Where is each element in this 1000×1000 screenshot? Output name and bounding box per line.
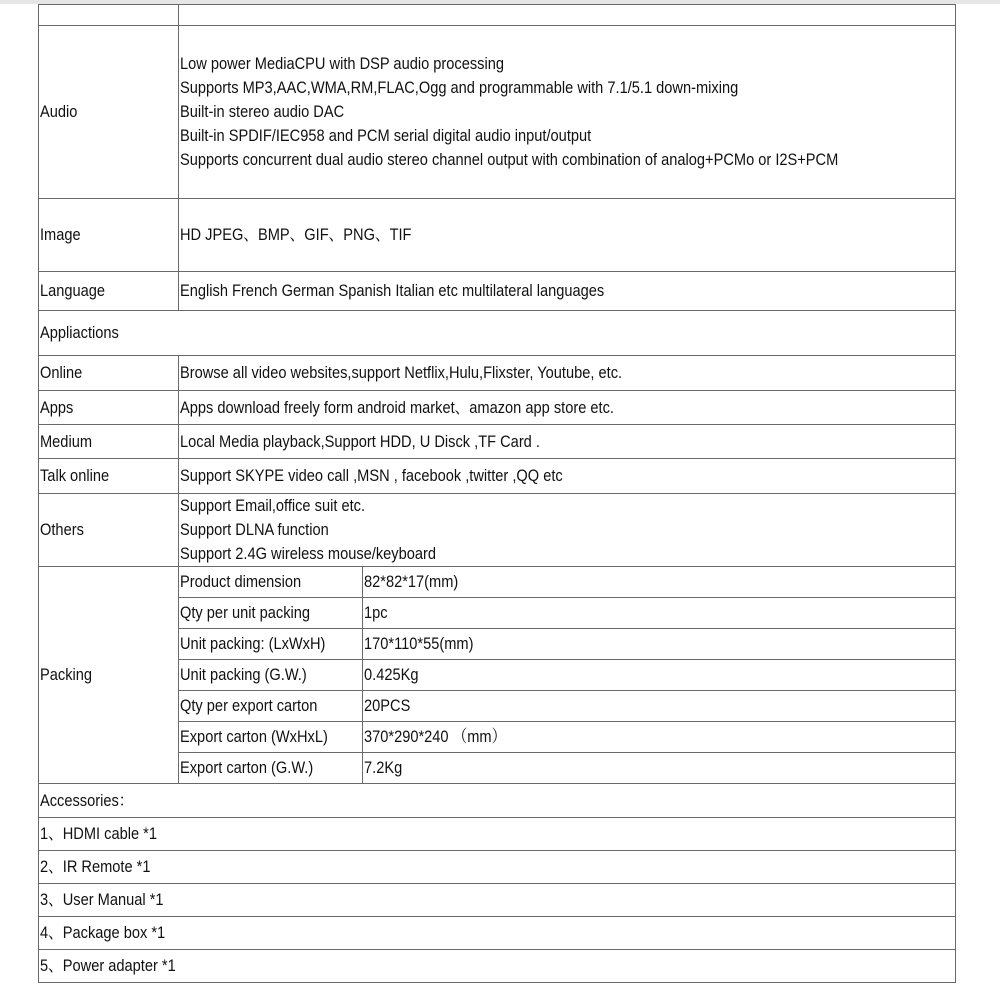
packing-value: 82*82*17(mm): [364, 572, 459, 591]
audio-line: Low power MediaCPU with DSP audio processing: [180, 54, 504, 73]
packing-key: Qty per unit packing: [180, 603, 311, 622]
packing-value: 20PCS: [364, 696, 411, 715]
apps-label: Apps: [40, 397, 74, 417]
image-row: [39, 199, 956, 272]
online-row: [39, 356, 956, 391]
accessory-item: 4、Package box *1: [40, 923, 166, 942]
medium-label: Medium: [40, 431, 93, 451]
audio-line: Supports concurrent dual audio stereo channel output with combination of analog+PCMo or I2S+PCM: [180, 150, 839, 169]
talk-online-label: Talk online: [40, 466, 110, 485]
language-value: English French German Spanish Italian etc multilateral languages: [180, 281, 605, 300]
packing-value: 1pc: [364, 603, 388, 622]
packing-row: [39, 567, 956, 598]
accessory-row: [39, 950, 956, 983]
others-label: Others: [40, 520, 84, 539]
apps-value: Apps download freely form android market、amazon app store etc.: [180, 397, 614, 417]
packing-label: Packing: [40, 665, 93, 684]
medium-value: Local Media playback,Support HDD, U Disck ,TF Card .: [180, 431, 540, 451]
accessories-label: Accessories：: [40, 790, 134, 810]
accessory-item: 5、Power adapter *1: [40, 956, 176, 975]
image-label: Image: [40, 225, 81, 244]
accessories-header-row: [39, 784, 956, 818]
accessory-row: [39, 884, 956, 917]
packing-value: 7.2Kg: [364, 758, 403, 777]
packing-value: 0.425Kg: [364, 665, 419, 684]
language-label: Language: [40, 281, 106, 300]
online-label: Online: [40, 363, 83, 382]
talk-online-value: Support SKYPE video call ,MSN , facebook ,twitter ,QQ etc: [180, 466, 563, 485]
accessory-row: [39, 818, 956, 851]
packing-key: Export carton (G.W.): [180, 758, 314, 777]
packing-key: Unit packing: (LxWxH): [180, 634, 326, 653]
others-line: Support Email,office suit etc.: [180, 496, 366, 515]
apps-row: [39, 391, 956, 425]
audio-line: Supports MP3,AAC,WMA,RM,FLAC,Ogg and programmable with 7.1/5.1 down-mixing: [180, 78, 739, 97]
audio-line: Built-in stereo audio DAC: [180, 102, 345, 121]
accessory-item: 1、HDMI cable *1: [40, 824, 158, 843]
online-value: Browse all video websites,support Netflix,Hulu,Flixster, Youtube, etc.: [180, 363, 623, 382]
packing-value: 370*290*240 （mm）: [364, 727, 507, 746]
audio-row: [39, 26, 956, 199]
audio-label: Audio: [40, 102, 78, 121]
applications-row: [39, 311, 956, 356]
packing-key: Product dimension: [180, 572, 302, 591]
packing-value: 170*110*55(mm): [364, 634, 474, 653]
accessory-item: 3、User Manual *1: [40, 890, 164, 909]
spec-table: [38, 4, 956, 983]
packing-key: Qty per export carton: [180, 696, 318, 715]
others-line: Support DLNA function: [180, 520, 329, 539]
talk-online-row: [39, 459, 956, 494]
accessory-row: [39, 917, 956, 950]
image-value: HD JPEG、BMP、GIF、PNG、TIF: [180, 225, 412, 244]
applications-label: Appliactions: [40, 323, 119, 342]
accessory-item: 2、IR Remote *1: [40, 857, 151, 876]
language-row: [39, 272, 956, 311]
packing-key: Unit packing (G.W.): [180, 665, 307, 684]
others-row: [39, 494, 956, 567]
table-row: [39, 5, 956, 26]
audio-line: Built-in SPDIF/IEC958 and PCM serial digital audio input/output: [180, 126, 592, 145]
others-line: Support 2.4G wireless mouse/keyboard: [180, 544, 436, 563]
accessory-row: [39, 851, 956, 884]
medium-row: [39, 425, 956, 459]
packing-key: Export carton (WxHxL): [180, 727, 328, 746]
